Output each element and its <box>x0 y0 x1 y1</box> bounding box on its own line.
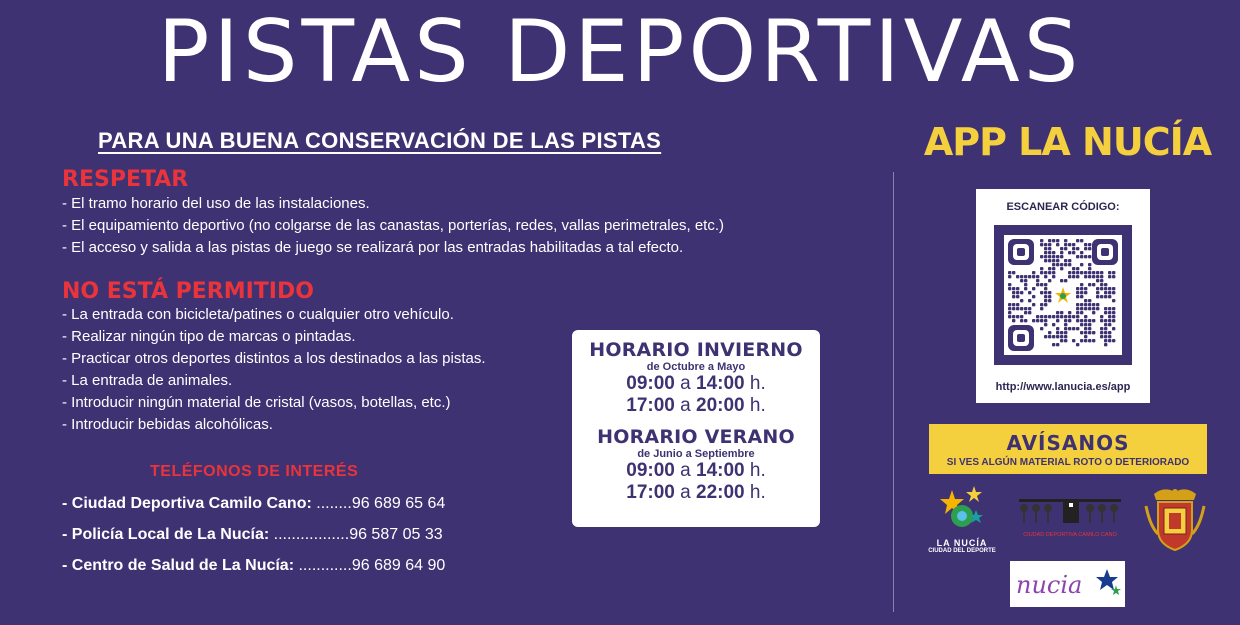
list-item: - Introducir ningún material de cristal (vasos, botellas, etc.) <box>62 394 451 411</box>
schedule-card <box>572 330 820 527</box>
summer-title: HORARIO VERANO <box>597 426 795 448</box>
winter-schedule <box>572 339 820 417</box>
phone-dots: ............ <box>294 557 352 574</box>
qr-frame <box>994 225 1132 365</box>
qr-code-icon[interactable] <box>1004 235 1122 355</box>
respetar-section <box>62 167 724 259</box>
time-sep: a <box>680 482 691 503</box>
time-to: 22:00 <box>696 482 745 503</box>
time-sep: a <box>680 373 691 394</box>
tv-stars-icon <box>1092 565 1122 601</box>
app-url-link[interactable]: http://www.lanucia.es/app <box>995 381 1131 393</box>
phone-number[interactable]: 96 689 65 64 <box>351 495 446 512</box>
time-from: 17:00 <box>626 395 675 416</box>
respetar-list <box>62 193 724 259</box>
page-title: PISTAS DEPORTIVAS <box>157 2 1083 102</box>
list-item: - Realizar ningún tipo de marcas o pintadas. <box>62 328 356 345</box>
camilo-cano-text: CIUDAD DEPORTIVA CAMILO CANO <box>1023 532 1117 538</box>
time-unit: h. <box>749 482 766 503</box>
phone-label: - Policía Local de La Nucía: <box>62 526 270 543</box>
phone-number[interactable]: 96 689 64 90 <box>351 557 446 574</box>
stadium-icon <box>1019 497 1121 527</box>
time-slot <box>572 373 820 395</box>
respetar-heading: RESPETAR <box>62 167 189 192</box>
avisanos-title: AVÍSANOS <box>1006 431 1130 455</box>
winter-title: HORARIO INVIERNO <box>589 339 803 361</box>
list-item: - La entrada de animales. <box>62 372 233 389</box>
qr-card[interactable] <box>976 189 1150 403</box>
lanucia-logo <box>926 484 998 558</box>
phone-row <box>62 488 445 519</box>
lanucia-tagline: CIUDAD DEL DEPORTE <box>928 548 996 554</box>
summer-period: de Junio a Septiembre <box>637 448 755 460</box>
time-unit: h. <box>749 395 766 416</box>
summer-schedule <box>572 426 820 504</box>
lanucia-star-icon <box>1053 285 1073 305</box>
phones-list <box>62 488 445 581</box>
nucia-tv-name: nucia <box>1016 571 1083 599</box>
lanucia-name: LA NUCÍA <box>936 538 988 548</box>
list-item: - El acceso y salida a las pistas de juego se realizará por las entradas habilitadas a tal efecto. <box>62 239 684 256</box>
time-to: 14:00 <box>696 373 745 394</box>
time-sep: a <box>680 460 691 481</box>
phone-dots: ........ <box>311 495 352 512</box>
list-item: - Introducir bebidas alcohólicas. <box>62 416 273 433</box>
avisanos-subtitle: SI VES ALGÚN MATERIAL ROTO O DETERIORADO <box>946 457 1190 468</box>
no-permitido-list <box>62 304 486 436</box>
coat-of-arms-icon <box>1144 486 1206 552</box>
time-unit: h. <box>749 460 766 481</box>
time-sep: a <box>680 395 691 416</box>
page-subtitle: PARA UNA BUENA CONSERVACIÓN DE LAS PISTAS <box>98 128 662 153</box>
nucia-tv-logo <box>1010 561 1125 607</box>
phone-row <box>62 519 445 550</box>
time-slot <box>572 460 820 482</box>
phone-row <box>62 550 445 581</box>
time-to: 14:00 <box>696 460 745 481</box>
list-item: - El tramo horario del uso de las instalaciones. <box>62 195 370 212</box>
phone-dots: ................. <box>269 526 350 543</box>
qr-caption: ESCANEAR CÓDIGO: <box>1006 201 1120 213</box>
phone-number[interactable]: 96 587 05 33 <box>349 526 443 543</box>
app-title: APP LA NUCÍA <box>923 120 1212 164</box>
divider <box>893 172 894 612</box>
phone-label: - Ciudad Deportiva Camilo Cano: <box>62 495 312 512</box>
phones-heading: TELÉFONOS DE INTERÉS <box>150 463 359 480</box>
no-permitido-heading: NO ESTÁ PERMITIDO <box>62 279 314 304</box>
time-from: 09:00 <box>626 373 675 394</box>
time-slot <box>572 482 820 504</box>
time-to: 20:00 <box>696 395 745 416</box>
avisanos-banner <box>929 424 1207 474</box>
list-item: - Practicar otros deportes distintos a los destinados a las pistas. <box>62 350 486 367</box>
time-unit: h. <box>749 373 766 394</box>
no-permitido-section <box>62 279 486 436</box>
winter-period: de Octubre a Mayo <box>646 361 746 373</box>
phone-label: - Centro de Salud de La Nucía: <box>62 557 295 574</box>
list-item: - El equipamiento deportivo (no colgarse de las canastas, porterías, redes, vallas perimetrales, etc.) <box>62 217 724 234</box>
time-from: 09:00 <box>626 460 675 481</box>
camilo-cano-logo <box>1019 497 1121 538</box>
list-item: - La entrada con bicicleta/patines o cualquier otro vehículo. <box>62 306 454 323</box>
lanucia-stars-icon <box>926 484 998 532</box>
time-from: 17:00 <box>626 482 675 503</box>
time-slot <box>572 395 820 417</box>
